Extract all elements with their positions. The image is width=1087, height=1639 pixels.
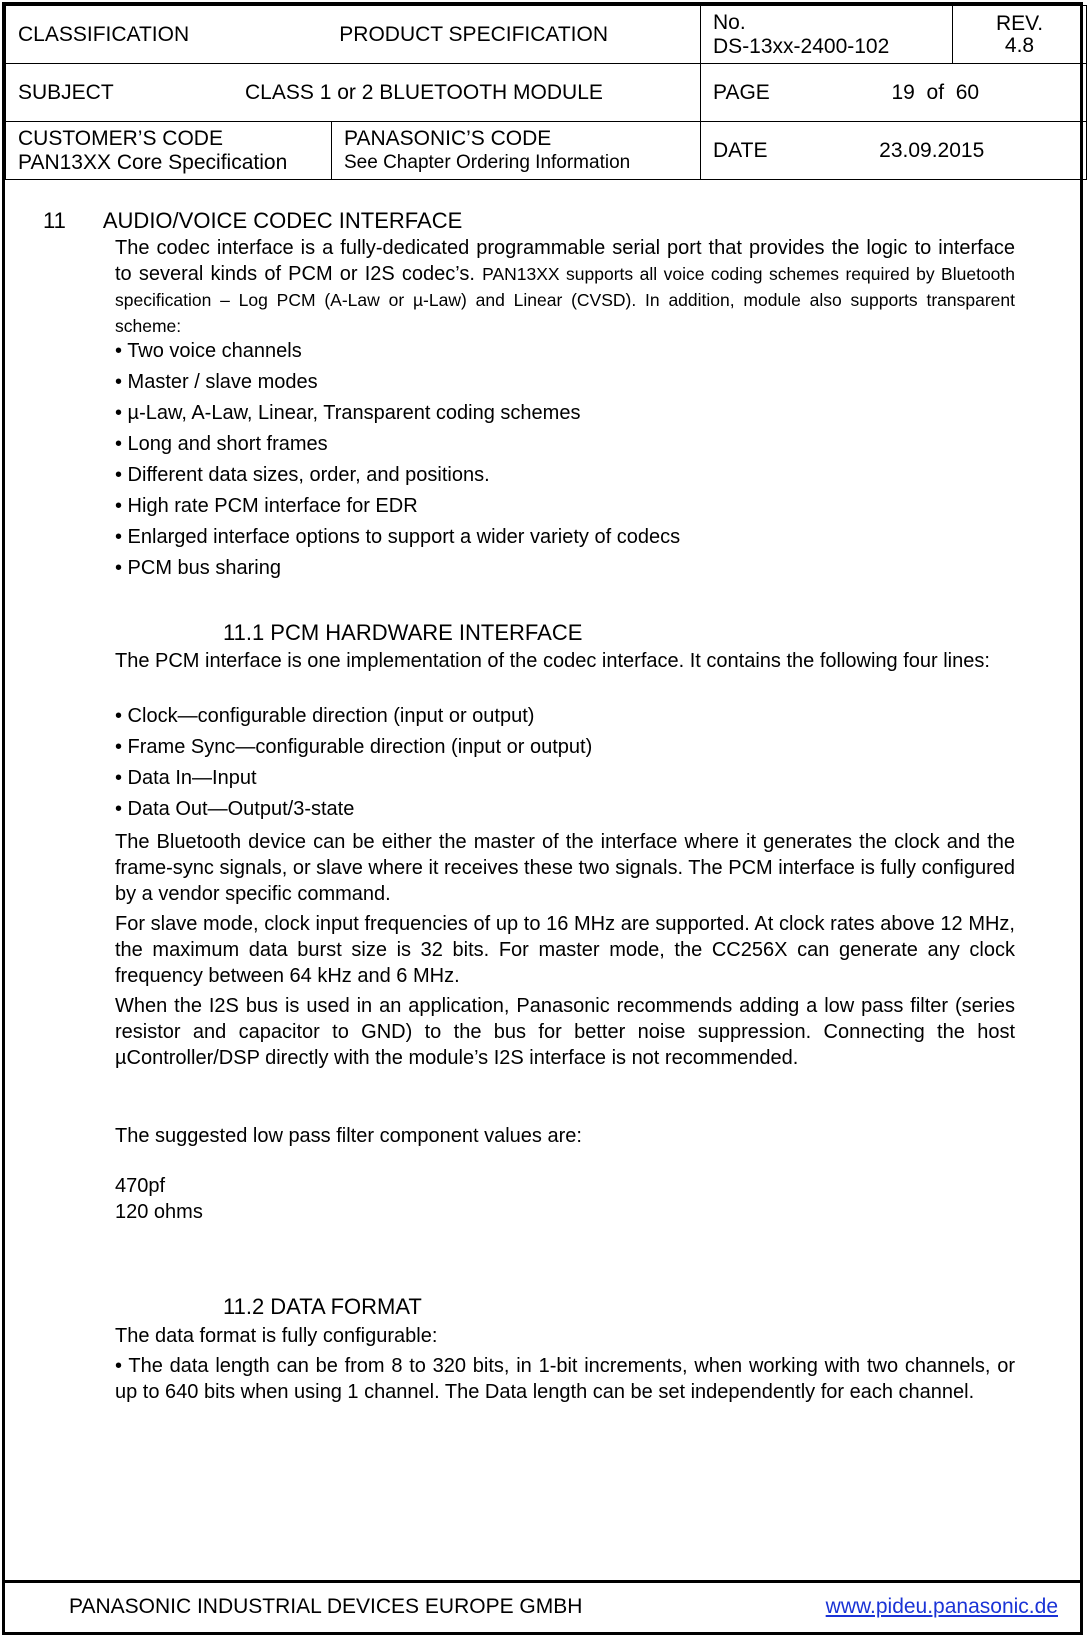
section-11-2-heading: 11.2 DATA FORMAT <box>223 1294 422 1319</box>
section-11-number: 11 <box>43 208 66 233</box>
section-11-1-intro: The PCM interface is one implementation of the codec interface. It contains the following four lines: <box>115 650 990 672</box>
revision-cell <box>953 6 1087 64</box>
subject-cell <box>6 64 701 122</box>
page-label: PAGE <box>713 80 770 104</box>
list-item: • µ-Law, A-Law, Linear, Transparent coding schemes <box>115 402 581 424</box>
customer-code-value: PAN13XX Core Specification <box>18 150 288 174</box>
revision-label: REV. <box>995 11 1044 35</box>
list-item: • Data In—Input <box>115 767 257 789</box>
doc-number-label: No. <box>713 10 746 34</box>
page-number: 19 of 60 <box>891 80 980 104</box>
page-cell <box>701 64 1087 122</box>
customer-code-label: CUSTOMER’S CODE <box>18 126 223 150</box>
footer-website-link[interactable]: www.pideu.panasonic.de <box>825 1595 1058 1618</box>
list-item: • High rate PCM interface for EDR <box>115 495 418 517</box>
list-item: • Clock—configurable direction (input or output) <box>115 705 535 727</box>
list-item: • Data Out—Output/3-state <box>115 798 355 820</box>
filter-values-intro: The suggested low pass filter component values are: <box>115 1125 582 1147</box>
i2s-filter-paragraph: When the I2S bus is used in an application, Panasonic recommends adding a low pass filter (series resistor and capacitor to GND) to the bus for better noise suppression. Connecting the host µController/DSP directly with the module’s I2S interface is not recommended. <box>115 995 1015 1069</box>
pcm-master-slave-paragraph: The Bluetooth device can be either the master of the interface where it generates the clock and the frame-sync signals, or slave where it receives these two signals. The PCM interface is fully configured by a vendor specific command. <box>115 831 1016 905</box>
subject-value: CLASS 1 or 2 BLUETOOTH MODULE <box>245 80 603 104</box>
list-item: • Enlarged interface options to support a wider variety of codecs <box>115 526 681 548</box>
section-11-title: AUDIO/VOICE CODEC INTERFACE <box>102 208 463 233</box>
list-item: • Different data sizes, order, and positions. <box>115 464 490 486</box>
footer <box>5 1580 1080 1632</box>
resistor-value: 120 ohms <box>115 1201 203 1223</box>
list-item: • Frame Sync—configurable direction (input or output) <box>115 736 593 758</box>
doc-number: DS-13xx-2400-102 <box>713 34 890 58</box>
section-11-intro-a: The codec interface is a fully-dedicated programmable serial port that provides the logic to interface to several kinds of PCM or I2S codec’s. <box>115 237 1015 285</box>
footer-company: PANASONIC INDUSTRIAL DEVICES EUROPE GMBH <box>69 1595 583 1618</box>
subject-label: SUBJECT <box>18 80 114 104</box>
panasonic-code-cell <box>332 122 701 180</box>
pcm-clock-paragraph: For slave mode, clock input frequencies of up to 16 MHz are supported. At clock rates above 12 MHz, the maximum data burst size is 32 bits. For master mode, the CC256X can generate any clock frequency between 64 kHz and 6 MHz. <box>115 913 1015 987</box>
classification-cell <box>6 6 701 64</box>
doc-number-cell <box>701 6 953 64</box>
list-item: • Master / slave modes <box>115 371 318 393</box>
section-11-intro-b: PAN13XX supports all voice coding schemes required by Bluetooth specification – Log PCM (A-Law or µ-Law) and Linear (CVSD). In addition, module also supports transparent scheme: <box>115 264 1016 336</box>
date-value: 23.09.2015 <box>879 138 985 162</box>
list-item: • Two voice channels <box>115 340 302 362</box>
list-item: • PCM bus sharing <box>115 557 281 579</box>
panasonic-code-label: PANASONIC’S CODE <box>344 126 552 150</box>
data-length-paragraph: • The data length can be from 8 to 320 bits, in 1-bit increments, when working with two channels, or up to 640 bits when using 1 channel. The Data length can be set independently for each channel. <box>115 1355 1015 1403</box>
customer-code-cell <box>6 122 332 180</box>
section-11-intro <box>115 235 1015 339</box>
revision-value: 4.8 <box>1004 33 1035 57</box>
section-11-2-intro: The data format is fully configurable: <box>115 1325 438 1347</box>
list-item: • Long and short frames <box>115 433 328 455</box>
panasonic-code-value: See Chapter Ordering Information <box>344 151 631 173</box>
date-label: DATE <box>713 138 768 162</box>
section-11-1-heading: 11.1 PCM HARDWARE INTERFACE <box>223 620 583 645</box>
header-table <box>5 5 1087 180</box>
capacitor-value: 470pf <box>115 1175 166 1197</box>
classification-label: CLASSIFICATION <box>18 22 190 46</box>
section-11-heading <box>43 208 462 234</box>
page-frame <box>2 2 1083 1635</box>
doc-type: PRODUCT SPECIFICATION <box>339 22 609 46</box>
date-cell <box>701 122 1087 180</box>
